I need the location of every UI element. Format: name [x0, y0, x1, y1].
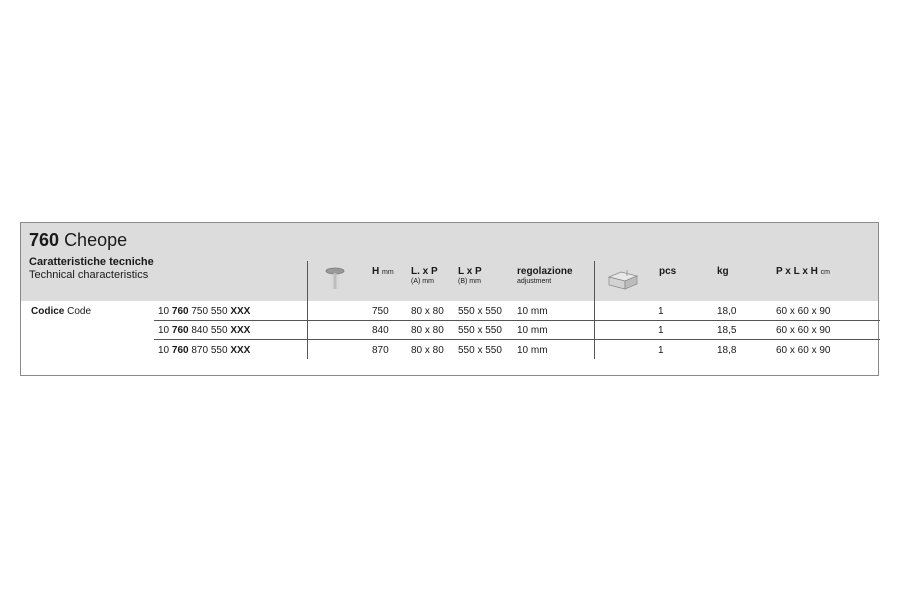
product-title [29, 230, 127, 250]
row-regolazione: 10 mm [517, 345, 548, 356]
header-kg: kg [717, 266, 729, 277]
row-lxp-b: 550 x 550 [458, 325, 502, 336]
row-dims: 60 x 60 x 90 [776, 325, 831, 336]
row-kg: 18,0 [717, 306, 737, 317]
package-box-icon [607, 267, 639, 291]
subtitle-en: Technical characteristics [29, 269, 149, 281]
subtitle-it: Caratteristiche tecniche [29, 256, 154, 268]
row-code: 10 760 750 550 XXX [158, 306, 251, 317]
row-lxp-b: 550 x 550 [458, 306, 502, 317]
header-regolazione: regolazione adjustment [517, 266, 573, 285]
header-h: H mm [372, 266, 394, 277]
spec-card [20, 222, 879, 376]
row-lxp-b: 550 x 550 [458, 345, 502, 356]
row-dims: 60 x 60 x 90 [776, 306, 831, 317]
row-lxp-a: 80 x 80 [411, 325, 444, 336]
product-number: 760 [29, 230, 60, 250]
row-code: 10 760 840 550 XXX [158, 325, 251, 336]
row-pcs: 1 [658, 306, 664, 317]
row-separator [154, 320, 880, 321]
header-dims: P x L x H cm [776, 266, 830, 277]
row-h: 840 [372, 325, 389, 336]
row-lxp-a: 80 x 80 [411, 345, 444, 356]
column-separator [307, 261, 308, 359]
row-dims: 60 x 60 x 90 [776, 345, 831, 356]
row-kg: 18,5 [717, 325, 737, 336]
row-h: 870 [372, 345, 389, 356]
row-code: 10 760 870 550 XXX [158, 345, 251, 356]
header-lxp-a: L. x P (A) mm [411, 266, 438, 285]
header-lxp-b: L x P (B) mm [458, 266, 482, 285]
table-base-icon [324, 265, 346, 293]
row-pcs: 1 [658, 345, 664, 356]
row-kg: 18,8 [717, 345, 737, 356]
row-h: 750 [372, 306, 389, 317]
row-regolazione: 10 mm [517, 325, 548, 336]
spec-header [21, 223, 878, 301]
row-regolazione: 10 mm [517, 306, 548, 317]
row-pcs: 1 [658, 325, 664, 336]
product-name: Cheope [64, 230, 128, 250]
code-label: Codice Code [31, 306, 92, 317]
row-lxp-a: 80 x 80 [411, 306, 444, 317]
header-pcs: pcs [659, 266, 677, 277]
row-separator [154, 339, 880, 340]
column-separator [594, 261, 595, 359]
